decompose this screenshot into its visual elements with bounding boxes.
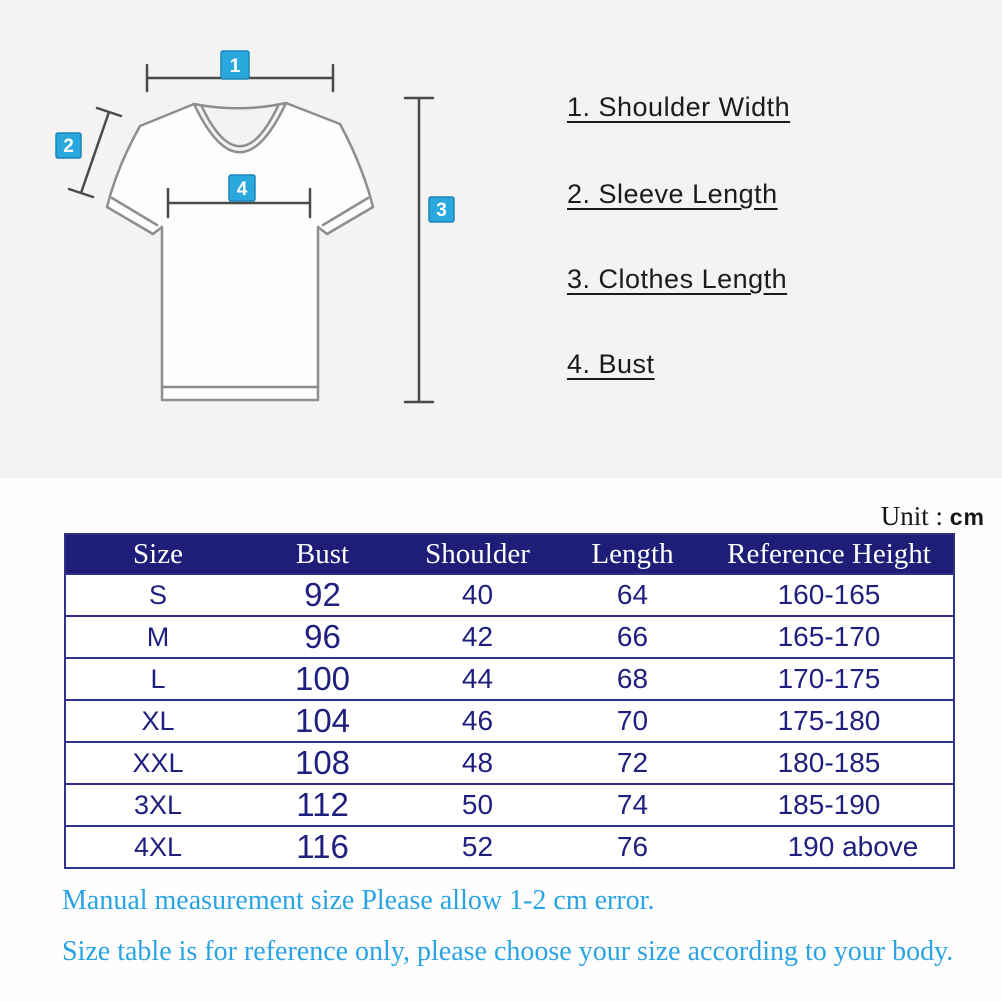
- header-row: [65, 534, 954, 574]
- cell-shoulder: 40: [395, 574, 560, 616]
- cell-reference-height: 190 above: [705, 826, 954, 868]
- cell-bust: 112: [250, 784, 395, 826]
- cell-bust: 92: [250, 574, 395, 616]
- note-reference-only: Size table is for reference only, please choose your size according to your body.: [62, 936, 954, 967]
- cell-bust: 96: [250, 616, 395, 658]
- note-measurement-error: Manual measurement size Please allow 1-2 cm error.: [62, 885, 655, 916]
- cell-bust: 104: [250, 700, 395, 742]
- clothes-length-line: [405, 98, 433, 402]
- cell-shoulder: 50: [395, 784, 560, 826]
- cell-length: 72: [560, 742, 705, 784]
- badge-3-label: 3: [436, 200, 447, 221]
- cell-reference-height: 185-190: [705, 784, 954, 826]
- cell-reference-height: 165-170: [705, 616, 954, 658]
- badge-bust: [229, 175, 255, 201]
- cell-shoulder: 42: [395, 616, 560, 658]
- column-header-shoulder: Shoulder: [395, 534, 560, 574]
- size-table: [64, 533, 955, 869]
- cell-size: XL: [65, 700, 250, 742]
- cell-reference-height: 180-185: [705, 742, 954, 784]
- cell-reference-height: 170-175: [705, 658, 954, 700]
- cell-bust: 108: [250, 742, 395, 784]
- cell-length: 68: [560, 658, 705, 700]
- table-row: [65, 826, 954, 868]
- cell-length: 66: [560, 616, 705, 658]
- table-row: [65, 784, 954, 826]
- table-row: [65, 574, 954, 616]
- cell-bust: 100: [250, 658, 395, 700]
- tshirt-outline: [107, 103, 373, 400]
- unit-value: cm: [949, 504, 985, 530]
- badge-2-label: 2: [63, 136, 74, 157]
- cell-reference-height: 160-165: [705, 574, 954, 616]
- cell-size: L: [65, 658, 250, 700]
- cell-length: 76: [560, 826, 705, 868]
- table-row: [65, 616, 954, 658]
- badge-sleeve-length: [56, 133, 81, 158]
- cell-length: 64: [560, 574, 705, 616]
- cell-length: 74: [560, 784, 705, 826]
- size-table-header: [65, 534, 954, 574]
- badge-clothes-length: [429, 197, 454, 222]
- cell-size: XXL: [65, 742, 250, 784]
- cell-shoulder: 48: [395, 742, 560, 784]
- column-header-reference-height: Reference Height: [705, 534, 954, 574]
- collar-back-line: [194, 103, 286, 108]
- table-row: [65, 658, 954, 700]
- badge-1-label: 1: [229, 56, 241, 77]
- table-row: [65, 700, 954, 742]
- tshirt-measurement-diagram: [0, 0, 1002, 478]
- size-table-body: [65, 574, 954, 868]
- column-header-size: Size: [65, 534, 250, 574]
- cell-bust: 116: [250, 826, 395, 868]
- legend-item-clothes-length: 3. Clothes Length: [567, 264, 788, 294]
- column-header-length: Length: [560, 534, 705, 574]
- cell-length: 70: [560, 700, 705, 742]
- unit-label: [881, 501, 985, 532]
- cell-size: M: [65, 616, 250, 658]
- cell-shoulder: 44: [395, 658, 560, 700]
- legend-item-bust: 4. Bust: [567, 349, 655, 379]
- cell-shoulder: 46: [395, 700, 560, 742]
- tshirt-silhouette: [107, 103, 373, 400]
- cell-size: S: [65, 574, 250, 616]
- badge-4-label: 4: [236, 179, 248, 200]
- legend-item-sleeve-length: 2. Sleeve Length: [567, 179, 778, 209]
- unit-prefix: Unit :: [880, 501, 943, 531]
- cell-shoulder: 52: [395, 826, 560, 868]
- badge-shoulder-width: [221, 51, 249, 79]
- cell-reference-height: 175-180: [705, 700, 954, 742]
- cell-size: 4XL: [65, 826, 250, 868]
- column-header-bust: Bust: [250, 534, 395, 574]
- cell-size: 3XL: [65, 784, 250, 826]
- table-row: [65, 742, 954, 784]
- legend-item-shoulder-width: 1. Shoulder Width: [567, 92, 791, 122]
- footnotes: [62, 885, 992, 968]
